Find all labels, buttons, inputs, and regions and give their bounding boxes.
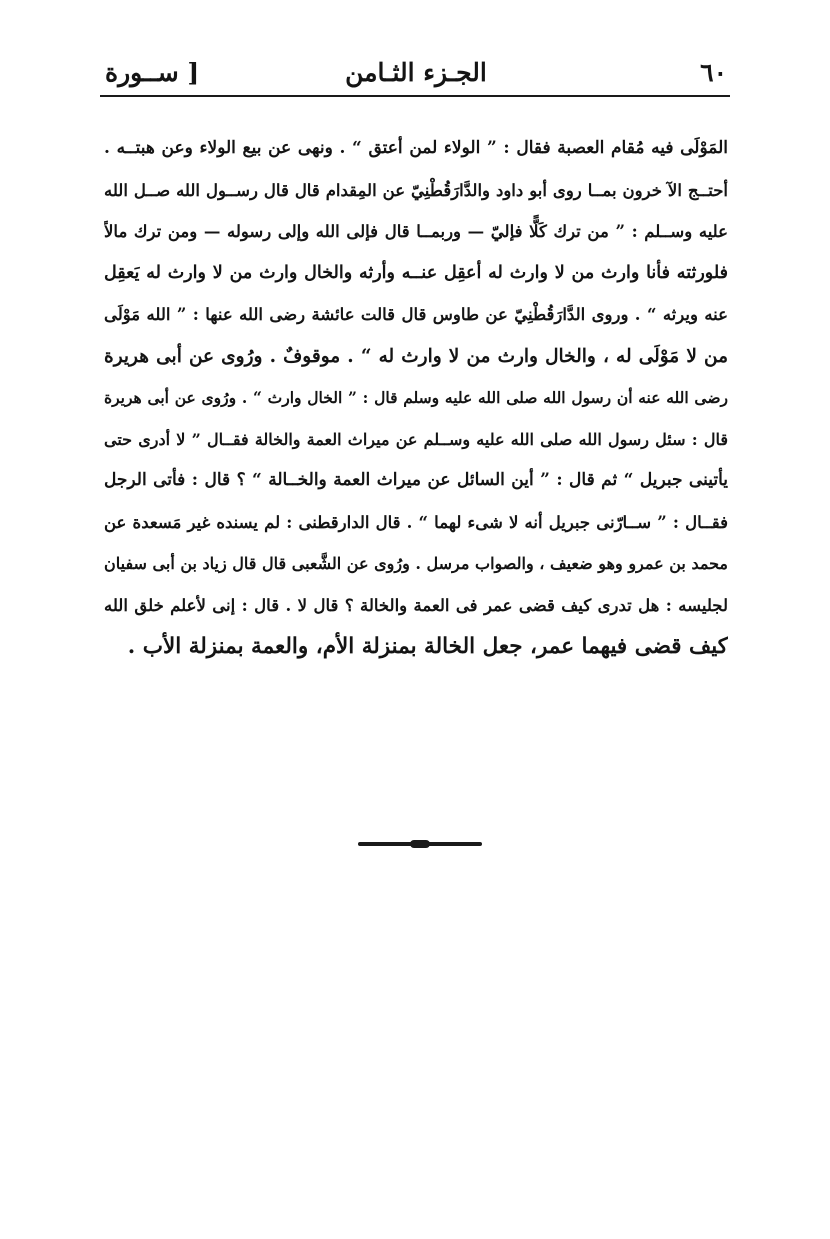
page-header (105, 52, 727, 92)
text-line: المَوْلَى فيه مُقام العصبة فقال : ” الولاء لمن أعتق “ . ونهى عن بيع الولاء وعن هبتــه . (104, 138, 728, 158)
text-line: من لا مَوْلَى له ، والخال وارث من لا وارث له “ . موقوفٌ . ورُوى عن أبى هريرة (104, 345, 728, 367)
text-line: فلورثته فأنا وارث من لا وارث له أعقِل عنــه وأرثه والخال وارث من لا وارث له يَعقِل (104, 262, 728, 283)
header-divider (100, 95, 730, 97)
text-line: يأتينى جبريل “ ثم قال : ” أين السائل عن ميراث العمة والخــالة “ ؟ قال : فأتى الرجل (104, 470, 728, 490)
text-line: عليه وســلم : ” من ترك كَلًّا فإليّ — وربمــا قال فإلى الله وإلى رسوله — ومن ترك مالاً (104, 222, 728, 241)
body-text (104, 128, 728, 668)
text-line-final: كيف قضى فيهما عمر، جعل الخالة بمنزلة الأم، والعمة بمنزلة الأب . (127, 634, 728, 659)
text-line: لجليسه : هل تدرى كيف قضى عمر فى العمة والخالة ؟ قال لا . قال : إنى لأعلم خلق الله (104, 595, 728, 615)
page-number: ٦٠ (700, 58, 727, 87)
text-line: فقــال : ” ســارّنى جبريل أنه لا شىء لهما “ . قال الدارقطنى : لم يسنده غير مَسعدة عن (104, 512, 728, 532)
text-line: عنه ويرثه “ . وروى الدَّارَقُطْنِيّ عن طاوس قال قالت عائشة رضى الله عنها : ” الله مَوْلَى (104, 305, 728, 324)
text-line: محمد بن عمرو وهو ضعيف ، والصواب مرسل . ورُوى عن الشَّعبى قال قال زياد بن أبى سفيان (104, 554, 728, 573)
section-end-ornament (358, 842, 482, 846)
text-line: رضى الله عنه أن رسول الله صلى الله عليه وسلم قال : ” الخال وارث “ . ورُوى عن أبى هريرة (104, 388, 728, 407)
running-title: الجـزء الثـامن (345, 58, 487, 87)
surah-label: [ ســورة (105, 58, 200, 87)
text-line: قال : سئل رسول الله صلى الله عليه وســلم عن ميراث العمة والخالة فقــال ” لا أدرى حتى (104, 429, 728, 449)
text-line: أحتــج الآ خرون بمــا روى أبو داود والدَّارَقُطْنِيّ عن المِقدام قال قال رســول الله صــل الله (104, 180, 728, 200)
